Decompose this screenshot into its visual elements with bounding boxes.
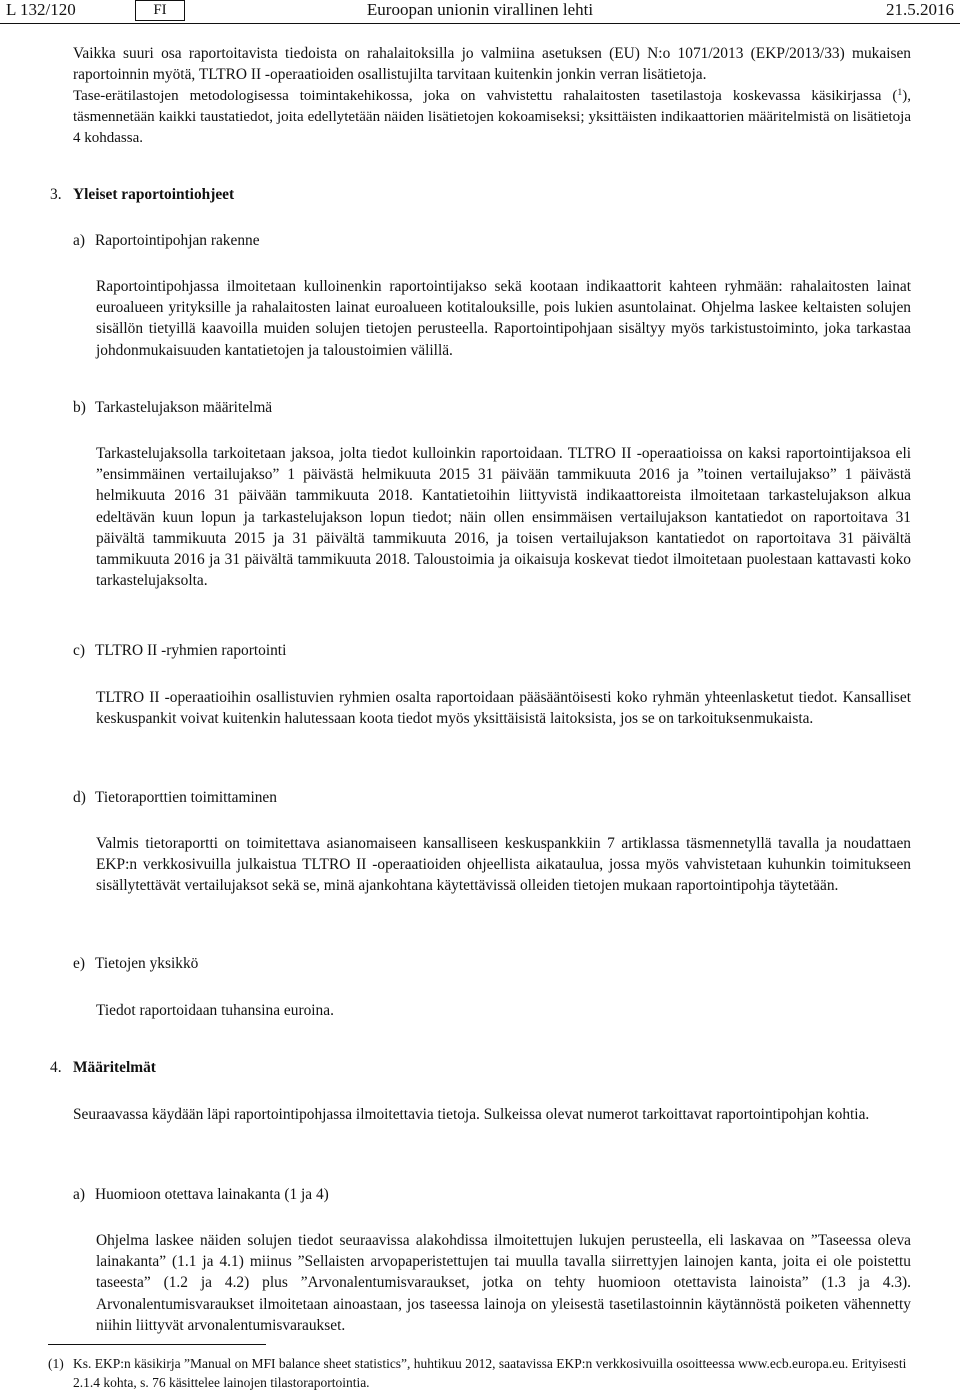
section-4-title: Määritelmät <box>73 1059 156 1076</box>
subsection-3b-text: Tarkastelujaksolla tarkoitetaan jaksoa, jolta tiedot kulloinkin raportoidaan. TLTRO II -operaatioissa on kaksi raportointijaksoa eli ”ensimmäinen vertailujakso” 1 päivästä helmikuuta 2015 31 päivään tammikuuta 2016 ja ”toinen vertailujakso” 1 päivästä helmikuuta 2016 31 päivään tammikuuta 2018. Kantatietoihin liittyvistä indikaattoreista ilmoitetaan tarkastelujakson alkua edeltävän kuun lopun ja tarkastelujakson lopun tiedot; näin ollen ensimmäisen vertailujakson kantatiedot on raportoitava 31 päivältä tammikuuta 2015 ja 31 päivältä tammikuuta 2016, ja toisen vertailujakson kantatiedot on raportoitava 31 päivältä tammikuuta 2016 ja 31 päivältä tammikuuta 2018. Taloustoimia ja oikaisuja koskevat tiedot ilmoitetaan puolestaan kattavasti koko tarkastelujaksolta. <box>96 445 911 590</box>
intro-paragraph-1: Vaikka suuri osa raportoitavista tiedoista on rahalaitoksilla jo valmiina asetuksen (EU) N:o 1071/2013 (EKP/2013/33) mukaisen raportoinnin myötä, TLTRO II -operaatioiden osallistujilta tarvitaan kuitenkin jonkin verran lisätietoja. <box>73 45 911 84</box>
subsection-label: b) <box>73 399 86 416</box>
page-header <box>0 0 960 24</box>
subsection-title: Tietojen yksikkö <box>95 955 199 972</box>
subsection-label: c) <box>73 642 85 659</box>
language-box: FI <box>135 0 185 21</box>
section-3-title: Yleiset raportointiohjeet <box>73 186 235 203</box>
section-3-number: 3. <box>50 186 62 203</box>
journal-title: Euroopan unionin virallinen lehti <box>366 0 594 19</box>
subsection-title: Tarkastelujakson määritelmä <box>95 399 273 416</box>
intro-p2-end: ), täsmennetään kaikki taustatiedot, joita edellytetään näiden lisätietojen kokoamiseksi; yksittäisten indikaattorien määritelmistä on lisätietoja 4 kohdassa. <box>73 88 911 147</box>
footnote-marker: (1) <box>48 1356 64 1371</box>
header-rule <box>0 23 960 24</box>
issue-date: 21.5.2016 <box>886 0 954 19</box>
page-number: L 132/120 <box>6 0 76 19</box>
section-4-number: 4. <box>50 1059 62 1076</box>
footnote-text: Ks. EKP:n käsikirja ”Manual on MFI balance sheet statistics”, huhtikuu 2012, saatavissa EKP:n verkkosivuilla osoitteessa www.ecb.europa.eu. Erityisesti 2.1.4 kohta, s. 76 käsittelee lainojen tilastoraportointia. <box>73 1356 907 1390</box>
subsection-title: TLTRO II -ryhmien raportointi <box>95 642 287 659</box>
subsection-3d-text: Valmis tietoraportti on toimitettava asianomaiseen kansalliseen keskuspankkiin 7 artiklassa täsmennetyllä tavalla ja noudattaen EKP:n verkkosivuilla julkaistua TLTRO II -operaatioiden ohjeellista aikataulua, jossa myös vahvistetaan kuhunkin toimitukseen sisällytettävät vertailujaksot sekä se, minä ajankohtana käytettävissä olleiden tietojen mukaan raportointipohja täytetään. <box>96 835 911 895</box>
footnote-rule <box>48 1344 266 1345</box>
subsection-title: Tietoraporttien toimittaminen <box>95 789 277 806</box>
subsection-title: Raportointipohjan rakenne <box>95 232 260 249</box>
subsection-label: a) <box>73 232 85 249</box>
subsection-3e-text: Tiedot raportoidaan tuhansina euroina. <box>96 1002 334 1019</box>
footnote-ref[interactable]: 1 <box>897 87 903 99</box>
subsection-label: e) <box>73 955 85 972</box>
intro-p2-start: Tase-erätilastojen metodologisessa toimintakehikossa, joka on vahvistettu rahalaitosten tasetilastoja koskevassa käsikirjassa ( <box>73 88 898 104</box>
subsection-3a-text: Raportointipohjassa ilmoitetaan kulloinenkin raportointijakso sekä kootaan indikaattorit kahteen ryhmään: rahalaitosten lainat euroalueen yrityksille ja rahalaitosten lainat euroalueen kotitalouksille, pois lukien asuntolainat. Ohjelma laskee keltaisten solujen sisällön tietyillä kaavoilla muiden solujen tietojen perusteella. Raportointipohjaan sisältyy myös tarkistustoiminto, joka tarkastaa johdonmukaisuuden kantatietojen ja taloustoimien välillä. <box>96 278 911 359</box>
intro-paragraph-2 <box>73 86 911 150</box>
subsection-label: a) <box>73 1186 85 1203</box>
subsection-label: d) <box>73 789 86 806</box>
section-4-intro: Seuraavassa käydään läpi raportointipohjassa ilmoitettavia tietoja. Sulkeissa olevat numerot tarkoittavat raportointipohjan kohtia. <box>73 1106 870 1123</box>
subsection-4a-text: Ohjelma laskee näiden solujen tiedot seuraavissa alakohdissa ilmoitettujen lukujen perusteella, eli laskavaa on ”Taseessa oleva lainakanta” (1.1 ja 4.1) miinus ”Sellaisten arvopaperistettujen tai muulla tavalla siirrettyjen lainojen kanta, joita ei ole poistettu taseesta” (1.2 ja 4.2) plus ”Arvonalentumisvaraukset, jotka on tehty huomioon otettavista lainoista” (1.3 ja 4.3). Arvonalentumisvaraukset ilmoitetaan ainoastaan, jos taseessa lainoja on yleisestä tasetilastoinnin käytännöstä poiketen vähennetty niihin liittyvät arvonalentumisvaraukset. <box>96 1232 911 1334</box>
subsection-title: Huomioon otettava lainakanta (1 ja 4) <box>95 1186 329 1203</box>
subsection-3c-text: TLTRO II -operaatioihin osallistuvien ryhmien osalta raportoidaan pääsääntöisesti koko ryhmän yhteenlasketut tiedot. Kansalliset keskuspankit voivat kuitenkin halutessaan koota tiedot myös yksittäisistä laitoksista, jos se on tarkoituksenmukaista. <box>96 689 911 728</box>
